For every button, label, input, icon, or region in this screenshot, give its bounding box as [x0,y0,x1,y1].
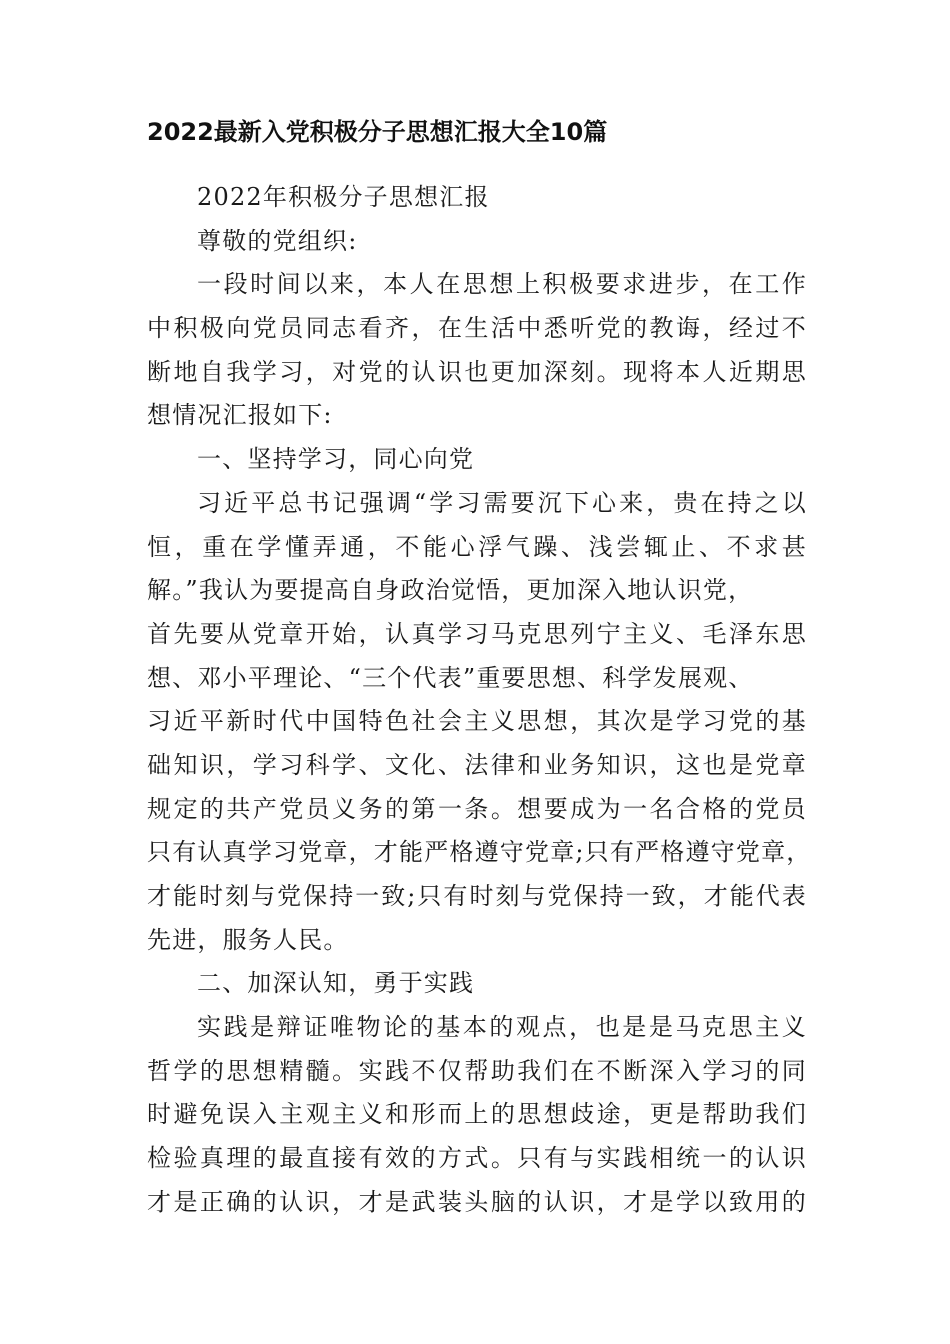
document-title: 2022最新入党积极分子思想汇报大全10篇 [147,118,608,146]
report-subtitle: 2022年积极分子思想汇报 [197,183,490,211]
section-heading-2: 二、加深认知，勇于实践 [197,969,475,998]
paragraph-line: 础知识，学习科学、文化、法律和业务知识，这也是党章 [147,750,807,779]
paragraph-line: 恒，重在学懂弄通，不能心浮气躁、浅尝辄止、不求甚 [147,532,807,561]
salutation: 尊敬的党组织: [197,226,358,255]
paragraph-line: 才是正确的认识，才是武装头脑的认识，才是学以致用的 [147,1187,807,1216]
section-heading-1: 一、坚持学习，同心向党 [197,445,475,474]
document-body [147,176,812,1225]
paragraph-line: 习近平总书记强调“学习需要沉下心来，贵在持之以 [197,488,807,517]
paragraph-line: 习近平新时代中国特色社会主义思想，其次是学习党的基 [147,707,807,736]
paragraph-line: 规定的共产党员义务的第一条。想要成为一名合格的党员 [147,794,807,823]
paragraph-line: 首先要从党章开始，认真学习马克思列宁主义、毛泽东思 [147,619,807,648]
paragraph-line: 检验真理的最直接有效的方式。只有与实践相统一的认识 [147,1144,807,1173]
paragraph-line: 一段时间以来，本人在思想上积极要求进步，在工作 [197,270,807,299]
paragraph-line: 中积极向党员同志看齐，在生活中悉听党的教诲，经过不 [147,314,807,343]
paragraph-line: 解。”我认为要提高自身政治觉悟，更加深入地认识党， [147,576,754,605]
paragraph-line: 实践是辩证唯物论的基本的观点，也是是马克思主义 [197,1013,807,1042]
paragraph-line: 想情况汇报如下: [147,401,333,430]
paragraph-line: 想、邓小平理论、“三个代表”重要思想、科学发展观、 [147,663,754,692]
paragraph-line: 才能时刻与党保持一致;只有时刻与党保持一致，才能代表 [147,882,807,910]
paragraph-line: 哲学的思想精髓。实践不仅帮助我们在不断深入学习的同 [147,1056,807,1085]
paragraph-line: 先进，服务人民。 [147,925,349,954]
paragraph-line: 断地自我学习，对党的认识也更加深刻。现将本人近期思 [147,357,807,386]
paragraph-line: 时避免误入主观主义和形而上的思想歧途，更是帮助我们 [147,1100,807,1129]
paragraph-line: 只有认真学习党章，才能严格遵守党章;只有严格遵守党章， [147,838,812,867]
